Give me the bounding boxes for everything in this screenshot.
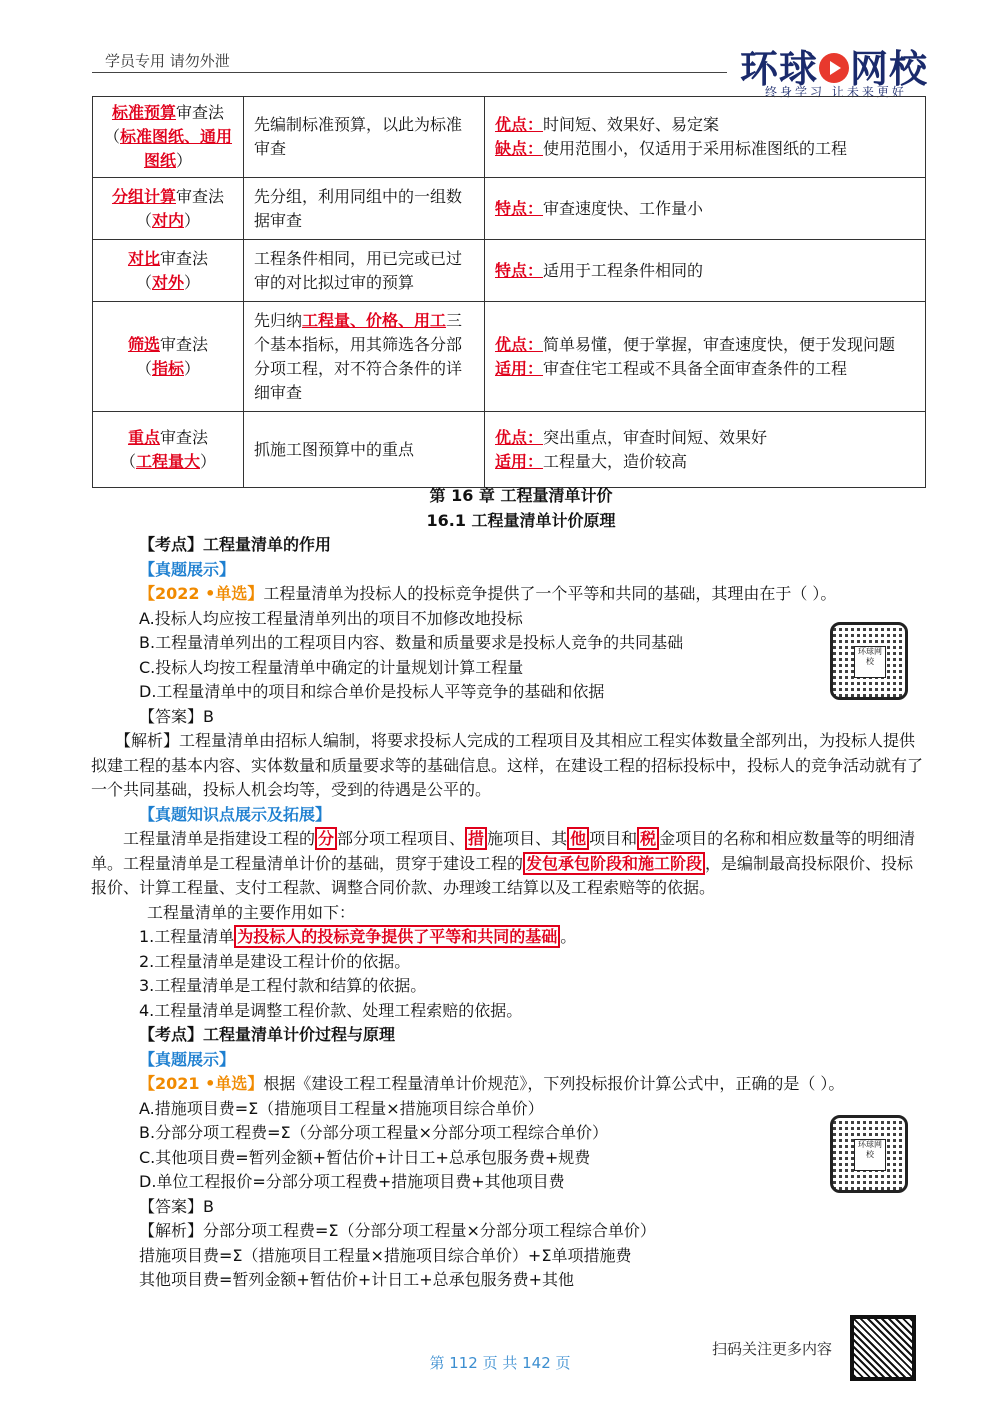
option: B.分部分项工程费=Σ（分部分项工程量×分部分项工程综合单价） (139, 1123, 608, 1142)
qr-center-label: 环球网校 (854, 646, 886, 678)
play-icon (819, 53, 849, 83)
list-item: 1.工程量清单 为投标人的投标竞争提供了平等和共同的基础 。 (139, 927, 577, 946)
list-item: 2.工程量清单是建设工程计价的依据。 (139, 951, 411, 971)
method-desc-cell: 先分组，利用同组中的一组数据审查 (244, 178, 485, 240)
definition-paragraph: 工程量清单是指建设工程的 分 部分项工程项目、 措 施项目、其 他 项目和 税 金项目的名称和相应数量等的明细清单。工程量清单是工程量清单计价的基础，贯穿于建设工程的 发包承包阶段和施工阶段 ，是编制最高投标限价、投标报价、计算工程量、支付工程款、调整合同价款、办理竣工结算以及工程索赔等的依据。 (91, 829, 916, 897)
header-notice: 学员专用 请勿外泄 (105, 52, 230, 70)
list-item: 4.工程量清单是调整工程价款、处理工程索赔的依据。 (139, 1000, 523, 1020)
header-divider (92, 72, 727, 73)
method-desc-cell: 工程条件相同，用已完或已过审的对比拟过审的预算 (244, 240, 485, 302)
table-row (93, 178, 926, 240)
method-desc-cell: 抓施工图预算中的重点 (244, 412, 485, 488)
question-stem: 【2022 •单选】工程量清单为投标人的投标竞争提供了一个平等和共同的基础，其理由在于（ ）。 (139, 584, 837, 603)
list-item: 3.工程量清单是工程付款和结算的依据。 (139, 976, 427, 995)
option: A.措施项目费=Σ（措施项目工程量×措施项目综合单价） (139, 1098, 544, 1118)
option: C.投标人均按工程量清单中确定的计量规划计算工程量 (139, 657, 524, 677)
explanation: 【解析】分部分项工程费=Σ（分部分项工程量×分部分项工程综合单价） (139, 1221, 656, 1240)
table-row (93, 97, 926, 178)
option: A.投标人均应按工程量清单列出的项目不加修改地投标 (139, 608, 523, 628)
method-desc-cell: 先归纳工程量、价格、用工三个基本指标，用其筛选各分部分项工程，对不符合条件的详细审查 (244, 302, 485, 412)
real-exam-tag: 【真题展示】 (139, 559, 236, 579)
brand-slogan: 终身学习 让未来更好 (765, 85, 907, 99)
table-row (93, 240, 926, 302)
method-desc-cell: 先编制标准预算，以此为标准审查 (244, 97, 485, 178)
uses-intro: 工程量清单的主要作用如下： (147, 902, 356, 922)
qr-code-2[interactable] (830, 1115, 908, 1193)
key-point-heading: 【考点】工程量清单的作用 (139, 535, 332, 554)
explanation-line: 其他项目费=暂列金额+暂估价+计日工+总承包服务费+其他 (139, 1270, 575, 1289)
extension-tag: 【真题知识点展示及拓展】 (139, 804, 332, 824)
method-feature-cell: 特点：适用于工程条件相同的 (485, 240, 926, 302)
option: C.其他项目费=暂列金额+暂估价+计日工+总承包服务费+规费 (139, 1147, 591, 1167)
method-feature-cell: 优点：时间短、效果好、易定案 缺点：使用范围小，仅适用于采用标准图纸的工程 (485, 97, 926, 178)
table-row (93, 412, 926, 488)
method-name-cell: 重点审查法 （工程量大） (93, 412, 244, 488)
main-content (91, 484, 927, 1293)
scan-prompt: 扫码关注更多内容 (712, 1340, 833, 1358)
table-row (93, 302, 926, 412)
option: D.工程量清单中的项目和综合单价是投标人平等竞争的基础和依据 (139, 682, 605, 701)
review-method-table (92, 96, 926, 488)
method-feature-cell: 优点：简单易懂，便于掌握，审查速度快，便于发现问题 适用：审查住宅工程或不具备全面审查条件的工程 (485, 302, 926, 412)
chapter-title: 第 16 章 工程量清单计价 (429, 486, 613, 505)
explanation: 【解析】工程量清单由招标人编制，将要求投标人完成的工程项目及其相应工程实体数量全部列出，为投标人提供拟建工程的基本内容、实体数量和质量要求等的基础信息。这样，在建设工程的招标投标中，投标人的竞争活动就有了一个共同基础，投标人机会均等，受到的待遇是公平的。 (91, 731, 924, 799)
page-number: 第 112 页 共 142 页 (429, 1354, 571, 1372)
real-exam-tag: 【真题展示】 (139, 1049, 236, 1069)
method-name-cell: 分组计算审查法 （对内） (93, 178, 244, 240)
method-name-cell: 标准预算审查法 （标准图纸、通用图纸） (93, 97, 244, 178)
answer: 【答案】B (139, 1196, 214, 1216)
brand-logo: 环球 网校 (740, 47, 929, 91)
key-point-heading: 【考点】工程量清单计价过程与原理 (139, 1025, 396, 1044)
method-name-cell: 对比审查法 （对外） (93, 240, 244, 302)
qr-center-label: 环球网校 (854, 1139, 886, 1171)
option: B.工程量清单列出的工程项目内容、数量和质量要求是投标人竞争的共同基础 (139, 633, 684, 652)
explanation-line: 措施项目费=Σ（措施项目工程量×措施项目综合单价）+Σ单项措施费 (139, 1245, 632, 1265)
question-stem: 【2021 •单选】根据《建设工程工程量清单计价规范》，下列投标报价计算公式中，正确的是（ ）。 (139, 1074, 845, 1093)
method-feature-cell: 特点：审查速度快、工作量小 (485, 178, 926, 240)
qr-code-1[interactable] (830, 622, 908, 700)
option: D.单位工程报价=分部分项工程费+措施项目费+其他项目费 (139, 1172, 565, 1191)
section-title: 16.1 工程量清单计价原理 (426, 510, 616, 530)
method-name-cell: 筛选审查法 （指标） (93, 302, 244, 412)
method-feature-cell: 优点：突出重点，审查时间短、效果好 适用：工程量大，造价较高 (485, 412, 926, 488)
answer: 【答案】B (139, 706, 214, 726)
